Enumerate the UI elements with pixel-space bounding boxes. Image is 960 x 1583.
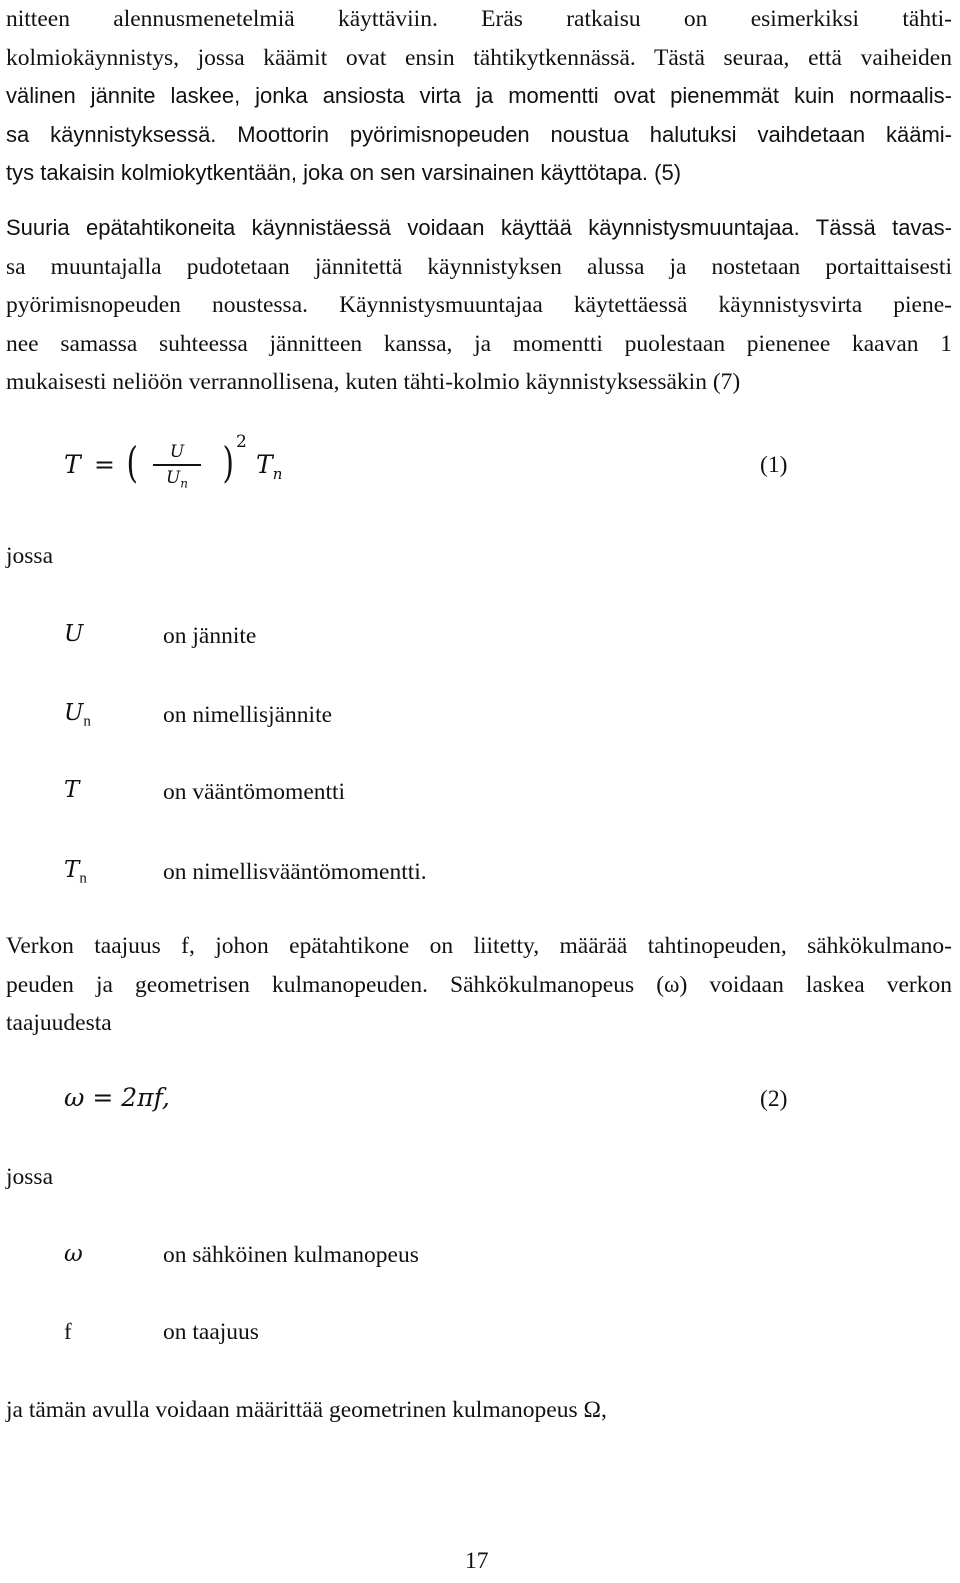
page-number: 17	[465, 1548, 489, 1574]
paragraph-2-line-1: Suuria epätahtikoneita käynnistäessä voidaan käyttää käynnistysmuuntajaa. Tässä tavas-	[6, 215, 952, 240]
definition-text-tn: on nimellisvääntömomentti.	[163, 859, 427, 885]
definition-text-un: on nimellisjännite	[163, 702, 333, 728]
paragraph-3-line-2: peuden ja geometrisen kulmanopeuden. Sähkökulmanopeus (ω) voidaan laskea verkon	[6, 971, 952, 998]
definition-symbol-t: T	[64, 777, 80, 803]
definition-symbol-omega: ω	[64, 1241, 83, 1267]
paragraph-2-line-5: mukaisesti neliöön verrannollisena, kuten tähti-kolmio käynnistyksessäkin (7)	[6, 369, 741, 395]
paragraph-2	[6, 209, 952, 402]
paragraph-1-line-1: nitteen alennusmenetelmiä käyttäviin. Eräs ratkaisu on esimerkiksi tähti-	[6, 6, 952, 32]
paragraph-3	[6, 927, 952, 1043]
equation-1-equals: =	[94, 450, 115, 479]
paragraph-1-line-2: kolmiokäynnistys, jossa käämit ovat ensin tähtikytkennässä. Tästä seuraa, että vaiheiden	[6, 44, 952, 71]
equation-1-exponent: 2	[236, 432, 247, 452]
definition-text-t: on vääntömomentti	[163, 779, 346, 805]
paragraph-1-line-4: sa käynnistyksessä. Moottorin pyörimisnopeuden noustua halutuksi vaihdetaan käämi-	[6, 121, 952, 147]
paragraph-1-line-3: välinen jännite laskee, jonka ansiosta virta ja momentti ovat pienemmät kuin normaalis-	[6, 83, 952, 108]
definition-symbol-f: f	[64, 1319, 72, 1344]
definition-text-f: on taajuus	[163, 1319, 259, 1345]
equation-1-right-paren: )	[222, 438, 234, 487]
equation-2-number: (2)	[760, 1086, 788, 1112]
equation-1-left-paren: (	[126, 438, 138, 487]
paragraph-3-line-1: Verkon taajuus f, johon epätahtikone on liitetty, määrää tahtinopeuden, sähkökulmano-	[6, 933, 952, 959]
equation-2: ω = 2πf,	[64, 1083, 170, 1112]
definition-symbol-un: $U_n$	[64, 700, 91, 730]
paragraph-2-line-4: nee samassa suhteessa jännitteen kanssa, ja momentti puolestaan pienenee kaavan 1	[6, 330, 952, 357]
definition-text-u: on jännite	[163, 623, 257, 649]
paragraph-4: ja tämän avulla voidaan määrittää geometrinen kulmanopeus Ω,	[6, 1397, 607, 1423]
paragraph-1	[6, 0, 952, 193]
paragraph-3-line-3: taajuudesta	[6, 1010, 112, 1036]
definition-text-omega: on sähköinen kulmanopeus	[163, 1242, 419, 1268]
jossa-label-2: jossa	[6, 1164, 53, 1190]
paragraph-2-line-3: pyörimisnopeuden noustessa. Käynnistysmuuntajaa käytettäessä käynnistysvirta piene-	[6, 292, 952, 318]
jossa-label-1: jossa	[6, 543, 53, 569]
equation-1-factor: $T_n$	[256, 450, 283, 483]
paragraph-2-line-2: sa muuntajalla pudotetaan jännitettä käynnistyksen alussa ja nostetaan portaittaisesti	[6, 253, 952, 280]
definition-symbol-tn: $T_n$	[64, 857, 87, 887]
equation-1-number: (1)	[760, 452, 788, 478]
paragraph-1-line-5: tys takaisin kolmiokytkentään, joka on sen varsinainen käyttötapa. (5)	[6, 160, 682, 185]
equation-1-numerator: U	[169, 442, 185, 462]
definition-symbol-u: U	[64, 621, 84, 647]
fraction-bar	[153, 464, 201, 466]
equation-1-fraction	[147, 442, 207, 493]
equation-1-lhs: T	[64, 450, 81, 479]
equation-1-denominator: $U_n$	[165, 467, 189, 490]
